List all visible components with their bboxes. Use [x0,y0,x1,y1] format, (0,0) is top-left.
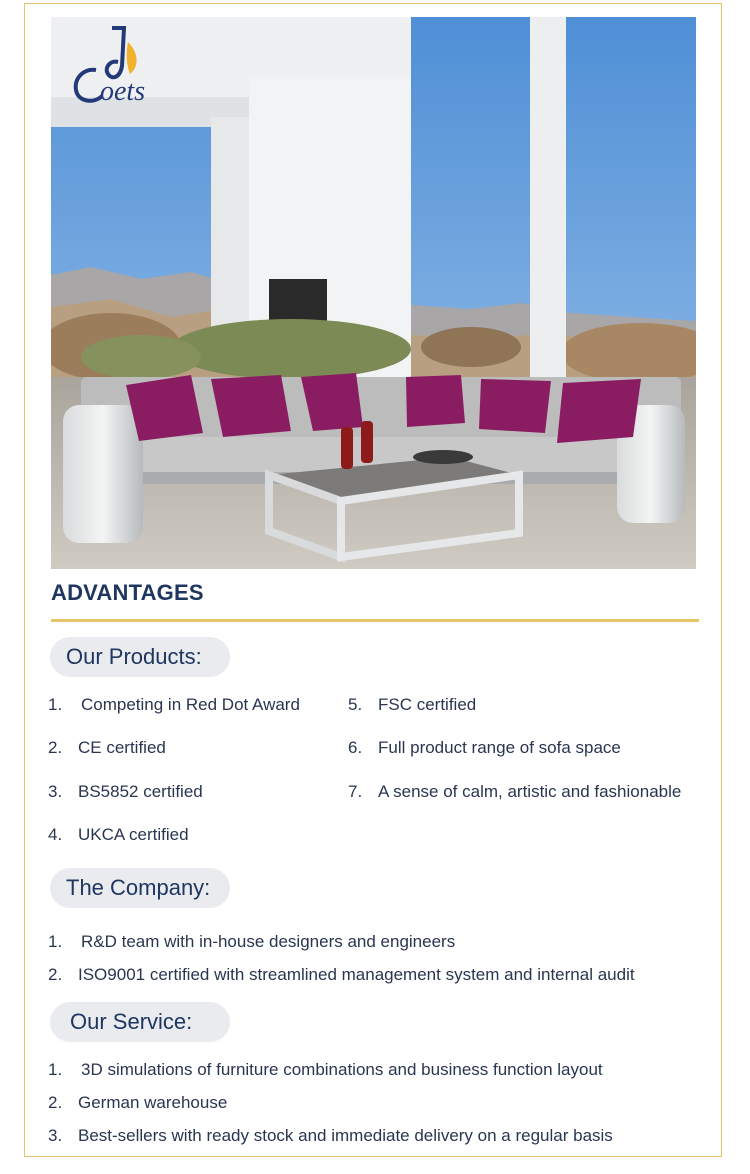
brand-logo [68,22,178,108]
list-item: 2. German warehouse [48,1093,228,1112]
list-item: 2. CE certified [48,738,166,757]
company-section-title: The Company: [50,868,230,908]
list-item: 2. ISO9001 certified with streamlined management system and internal audit [48,965,635,984]
gold-divider [51,619,699,622]
list-item: 6. Full product range of sofa space [348,738,621,757]
list-item: 3. BS5852 certified [48,782,203,801]
advantages-heading: ADVANTAGES [51,580,204,605]
list-item: 1. 3D simulations of furniture combinations and business function layout [48,1060,603,1079]
list-item: 3. Best-sellers with ready stock and immediate delivery on a regular basis [48,1126,613,1145]
service-section-title: Our Service: [50,1002,230,1042]
list-item: 5. FSC certified [348,695,477,714]
products-section-title: Our Products: [50,637,230,677]
svg-text:oets: oets [100,76,146,107]
list-item: 4. UKCA certified [48,825,189,844]
list-item: 1. R&D team with in-house designers and engineers [48,932,456,951]
list-item: 7. A sense of calm, artistic and fashionable [348,782,682,801]
list-item: 1. Competing in Red Dot Award [48,695,300,714]
